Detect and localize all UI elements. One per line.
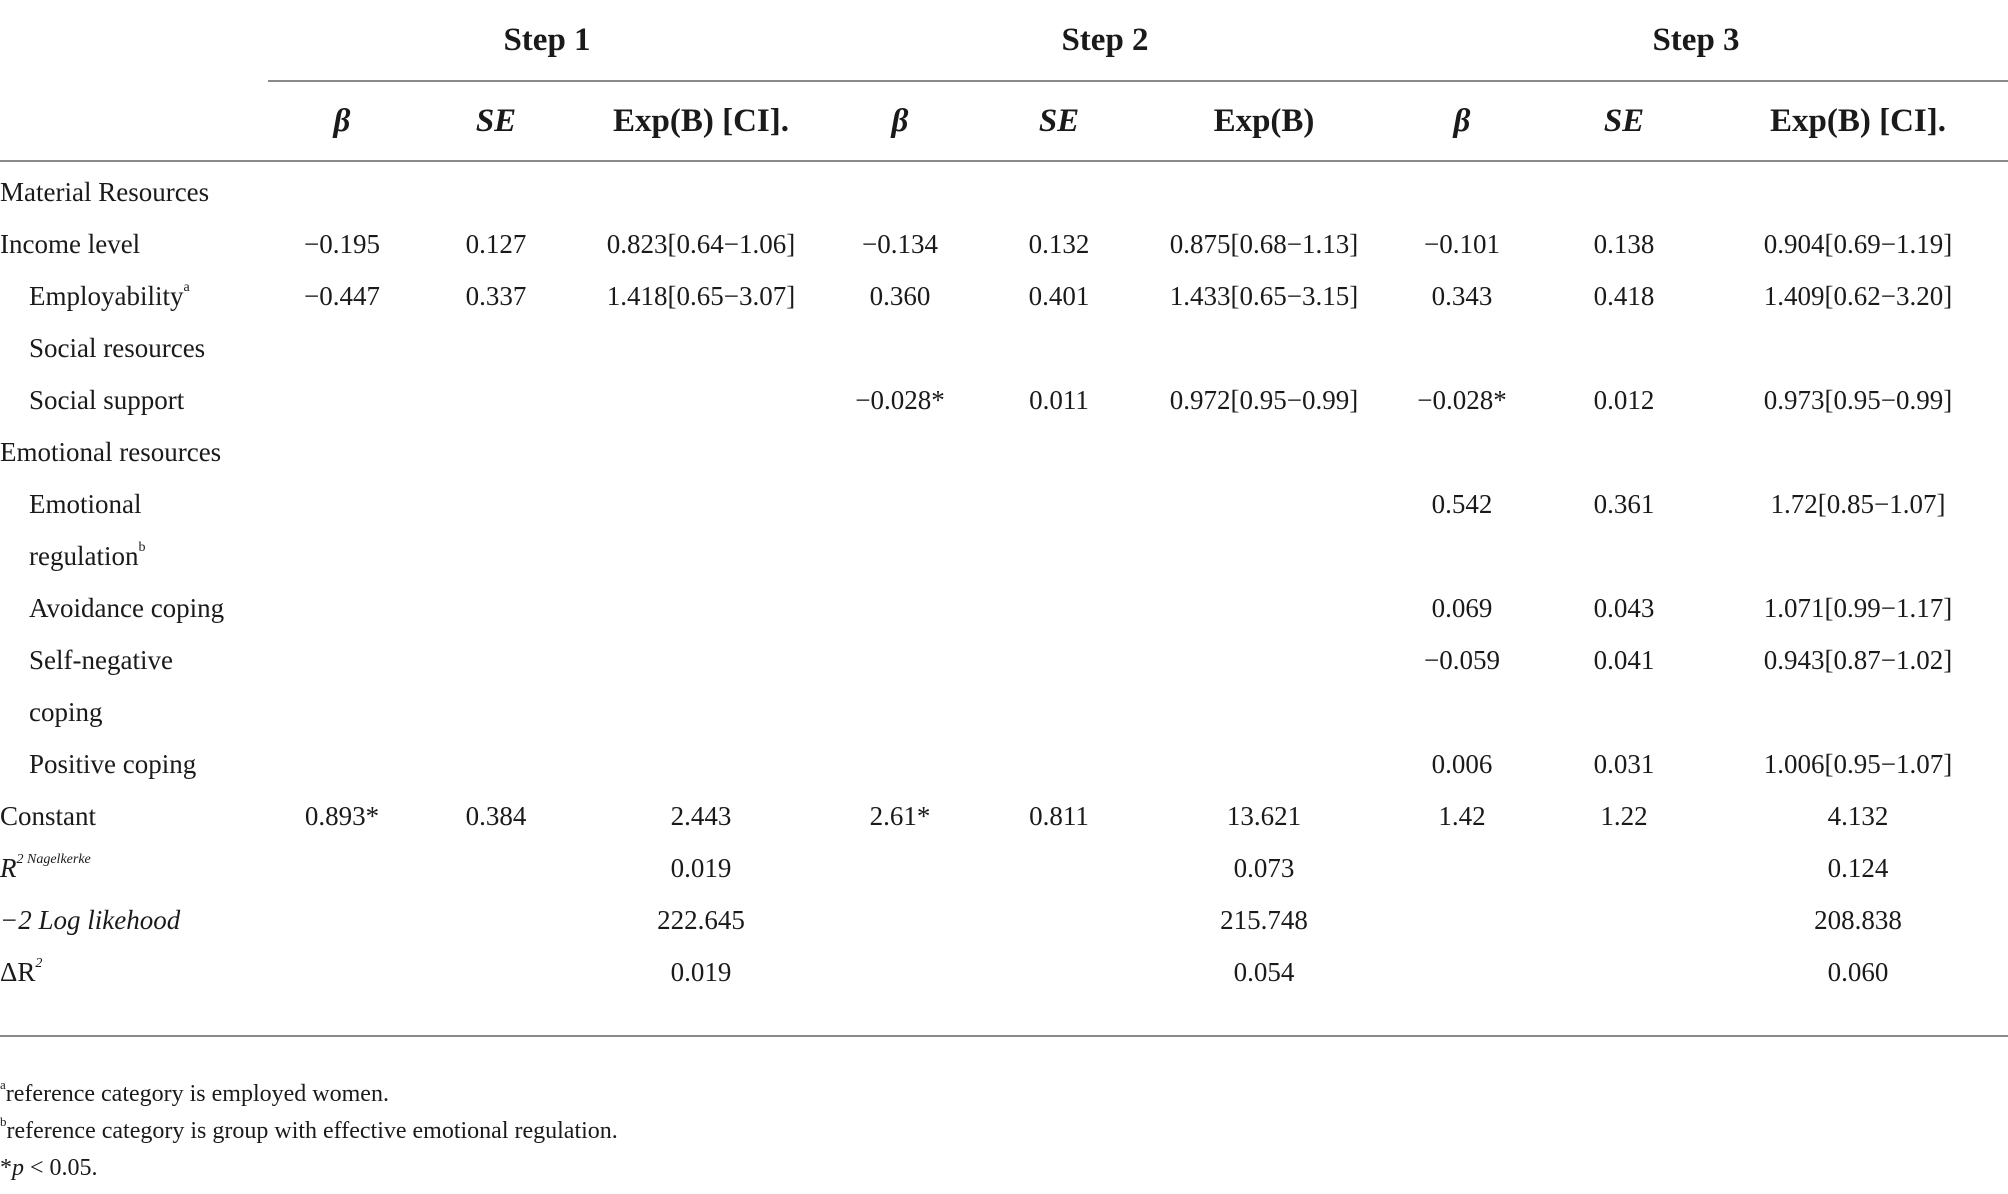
table-cell — [1384, 322, 1540, 374]
table-cell — [268, 530, 416, 582]
row-label — [0, 686, 268, 738]
table-cell: 0.875[0.68−1.13] — [1169, 228, 1359, 259]
table-cell: 0.031 — [1593, 748, 1655, 779]
table-cell — [416, 374, 576, 426]
table-cell — [576, 478, 826, 530]
table-cell — [1144, 426, 1384, 478]
row-label-text: ΔR — [0, 956, 36, 987]
table-cell — [576, 530, 826, 582]
table-cell: 0.127 — [465, 228, 527, 259]
column-header-row — [0, 81, 2008, 161]
table-cell — [826, 582, 974, 634]
table-cell — [268, 946, 416, 998]
table-cell — [1540, 946, 1708, 998]
table-cell — [1144, 322, 1384, 374]
row-label — [0, 582, 268, 634]
table-cell — [826, 530, 974, 582]
footnote-significance — [0, 1150, 618, 1187]
table-cell — [268, 374, 416, 426]
table-cell — [268, 894, 416, 946]
table-cell: 0.019 — [670, 956, 732, 987]
table-cell: 0.073 — [1233, 852, 1295, 883]
table-cell — [576, 738, 826, 790]
table-cell — [1708, 322, 2008, 374]
row-label-text: R — [0, 852, 17, 883]
column-header-blank — [0, 81, 268, 161]
table-cell: 0.418 — [1593, 280, 1655, 311]
footnote-b-text: reference category is group with effective emotional regulation. — [6, 1118, 618, 1144]
table-row — [0, 530, 2008, 582]
table-cell: 0.337 — [465, 280, 527, 311]
row-label — [0, 218, 268, 270]
table-cell: 0.011 — [1029, 384, 1089, 415]
step-header-row — [0, 0, 2008, 81]
table-cell — [974, 738, 1144, 790]
table-row — [0, 478, 2008, 530]
row-label-text: Positive coping — [29, 748, 197, 779]
table-cell — [1384, 530, 1540, 582]
table-cell: 0.542 — [1431, 488, 1493, 519]
row-label — [0, 790, 268, 842]
table-cell: 4.132 — [1827, 800, 1889, 831]
row-label-text: Employability — [29, 280, 184, 311]
row-label — [0, 478, 268, 530]
table-cell: 0.019 — [670, 852, 732, 883]
row-label-text: −2 Log likehood — [0, 904, 181, 935]
footnote-a — [0, 1076, 618, 1113]
table-cell: 1.006[0.95−1.07] — [1763, 748, 1953, 779]
table-cell: 1.433[0.65−3.15] — [1169, 280, 1359, 311]
table-cell — [1144, 582, 1384, 634]
table-cell: 0.893* — [304, 800, 380, 831]
table-cell — [826, 946, 974, 998]
table-cell — [826, 478, 974, 530]
table-cell — [416, 686, 576, 738]
table-cell: 0.138 — [1593, 228, 1655, 259]
row-label-text: Income level — [0, 228, 141, 259]
table-row — [0, 738, 2008, 790]
table-cell — [1384, 946, 1540, 998]
row-label — [0, 166, 268, 218]
table-cell: 1.071[0.99−1.17] — [1763, 592, 1953, 623]
table-cell: 0.006 — [1431, 748, 1493, 779]
table-cell — [576, 166, 826, 218]
table-row — [0, 894, 2008, 946]
table-row — [0, 634, 2008, 686]
table-cell: −0.195 — [304, 228, 380, 259]
table-cell: 1.418[0.65−3.07] — [606, 280, 796, 311]
table-cell: 0.012 — [1593, 384, 1655, 415]
footnote-a-text: reference category is employed women. — [5, 1081, 389, 1107]
table-cell — [576, 582, 826, 634]
col-beta-3: β — [1384, 81, 1540, 161]
table-cell — [268, 426, 416, 478]
table-cell — [268, 842, 416, 894]
table-cell: 0.811 — [1029, 800, 1089, 831]
table-cell — [1708, 166, 2008, 218]
row-label — [0, 894, 268, 946]
table-row — [0, 582, 2008, 634]
footnote-p: p — [12, 1155, 24, 1181]
table-cell: 1.409[0.62−3.20] — [1763, 280, 1953, 311]
row-label-text: coping — [29, 696, 103, 727]
table-cell — [826, 894, 974, 946]
table-cell — [576, 634, 826, 686]
table-cell: −0.028* — [855, 384, 945, 415]
row-label-text: Constant — [0, 800, 97, 831]
table-cell — [268, 582, 416, 634]
row-label — [0, 634, 268, 686]
table-cell: −0.447 — [304, 280, 380, 311]
table-cell: 208.838 — [1814, 904, 1902, 935]
row-label — [0, 322, 268, 374]
table-cell: 0.132 — [1028, 228, 1090, 259]
table-cell — [416, 946, 576, 998]
table-cell: 2.61* — [869, 800, 931, 831]
row-label-superscript: a — [183, 279, 190, 295]
table-cell: 0.823[0.64−1.06] — [606, 228, 796, 259]
footnote-significance-text: < 0.05. — [24, 1155, 98, 1181]
row-label — [0, 426, 268, 478]
table-cell — [974, 946, 1144, 998]
table-cell — [416, 842, 576, 894]
row-label-text: Avoidance coping — [29, 592, 225, 623]
table-cell — [268, 738, 416, 790]
table-cell — [1540, 166, 1708, 218]
header-blank — [0, 0, 268, 81]
table-row — [0, 374, 2008, 426]
table-cell: 13.621 — [1226, 800, 1302, 831]
table-row — [0, 166, 2008, 218]
col-expb-1: Exp(B) [CI]. — [576, 81, 826, 161]
table-cell — [974, 686, 1144, 738]
table-body — [0, 166, 2008, 998]
table-cell — [416, 634, 576, 686]
table-cell — [268, 686, 416, 738]
row-label — [0, 842, 268, 894]
table-cell: 0.972[0.95−0.99] — [1169, 384, 1359, 415]
table-cell — [1384, 686, 1540, 738]
table-cell — [1708, 426, 2008, 478]
table-cell — [826, 322, 974, 374]
footnote-b — [0, 1113, 618, 1150]
step-3-header: Step 3 — [1384, 0, 2008, 81]
footnotes — [0, 1076, 618, 1187]
table-cell — [1540, 894, 1708, 946]
table-cell — [1540, 842, 1708, 894]
table-cell — [1384, 166, 1540, 218]
table-row — [0, 790, 2008, 842]
table-row — [0, 426, 2008, 478]
row-label — [0, 270, 268, 322]
table-cell — [1708, 530, 2008, 582]
table-cell: 0.973[0.95−0.99] — [1763, 384, 1953, 415]
table-cell — [826, 166, 974, 218]
col-expb-2: Exp(B) — [1144, 81, 1384, 161]
col-se-2: SE — [974, 81, 1144, 161]
table-cell: 0.384 — [465, 800, 527, 831]
table-cell: 0.904[0.69−1.19] — [1763, 228, 1953, 259]
table-cell — [576, 322, 826, 374]
row-label-text: regulation — [29, 540, 139, 571]
table-cell — [1144, 738, 1384, 790]
table-cell: 0.043 — [1593, 592, 1655, 623]
table-cell: 0.361 — [1593, 488, 1655, 519]
table-cell — [1144, 530, 1384, 582]
table-cell — [268, 322, 416, 374]
table-cell — [974, 634, 1144, 686]
table-cell: −0.028* — [1417, 384, 1507, 415]
col-beta-1: β — [268, 81, 416, 161]
table-cell: 0.054 — [1233, 956, 1295, 987]
table-cell: 0.041 — [1593, 644, 1655, 675]
table-cell: 0.360 — [869, 280, 931, 311]
table-cell: 0.343 — [1431, 280, 1493, 311]
table-cell — [1540, 322, 1708, 374]
col-beta-2: β — [826, 81, 974, 161]
table-cell: 1.42 — [1438, 800, 1486, 831]
table-cell — [416, 582, 576, 634]
table-cell — [416, 166, 576, 218]
row-label-superscript: 2 Nagelkerke — [16, 851, 91, 867]
table-cell — [1144, 686, 1384, 738]
table-cell — [1540, 426, 1708, 478]
table-row — [0, 946, 2008, 998]
table-cell — [576, 426, 826, 478]
table-cell — [974, 478, 1144, 530]
table-cell — [576, 374, 826, 426]
row-label-superscript: 2 — [35, 955, 43, 971]
table-cell — [826, 426, 974, 478]
table-cell — [416, 530, 576, 582]
table-cell — [826, 842, 974, 894]
footnote-a-mark: a — [0, 1077, 6, 1092]
table-cell: 215.748 — [1220, 904, 1308, 935]
step-1-header: Step 1 — [268, 0, 826, 81]
table-cell — [974, 322, 1144, 374]
table-row — [0, 218, 2008, 270]
step-2-header: Step 2 — [826, 0, 1384, 81]
row-label-text: Material Resources — [0, 176, 210, 207]
row-label — [0, 530, 268, 582]
table-cell: 222.645 — [657, 904, 745, 935]
table-cell — [826, 738, 974, 790]
table-cell: 0.069 — [1431, 592, 1493, 623]
col-expb-3: Exp(B) [CI]. — [1708, 81, 2008, 161]
table-row — [0, 842, 2008, 894]
table-cell — [416, 426, 576, 478]
table-cell: 0.943[0.87−1.02] — [1763, 644, 1953, 675]
row-label-superscript: b — [138, 539, 146, 555]
table-cell: 1.22 — [1600, 800, 1648, 831]
row-label-text: Emotional resources — [0, 436, 222, 467]
table-cell: 2.443 — [670, 800, 732, 831]
table-row — [0, 270, 2008, 322]
table-row — [0, 686, 2008, 738]
col-se-1: SE — [416, 81, 576, 161]
table-cell — [268, 634, 416, 686]
table-cell — [1384, 894, 1540, 946]
row-label — [0, 738, 268, 790]
table-cell — [974, 166, 1144, 218]
table-cell — [1144, 634, 1384, 686]
table-cell — [826, 634, 974, 686]
table-cell — [826, 686, 974, 738]
table-cell — [268, 478, 416, 530]
table-cell — [416, 478, 576, 530]
table-cell: −0.134 — [862, 228, 938, 259]
row-label — [0, 374, 268, 426]
table-cell — [974, 530, 1144, 582]
table-cell — [1708, 686, 2008, 738]
table-cell — [1384, 426, 1540, 478]
table-cell — [1144, 166, 1384, 218]
table-cell — [974, 426, 1144, 478]
table-cell — [416, 322, 576, 374]
table-cell — [1384, 842, 1540, 894]
table-cell — [416, 738, 576, 790]
table-cell: 0.124 — [1827, 852, 1889, 883]
row-label — [0, 946, 268, 998]
table-cell: −0.101 — [1424, 228, 1500, 259]
footnote-b-mark: b — [0, 1114, 7, 1129]
row-label-text: Emotional — [29, 488, 142, 519]
table-row — [0, 322, 2008, 374]
table-cell — [974, 582, 1144, 634]
table-cell — [416, 894, 576, 946]
row-label-text: Self-negative — [29, 644, 173, 675]
table-cell — [1540, 686, 1708, 738]
table-cell — [974, 842, 1144, 894]
col-se-3: SE — [1540, 81, 1708, 161]
table-cell — [268, 166, 416, 218]
table-cell — [1540, 530, 1708, 582]
table-cell: −0.059 — [1424, 644, 1500, 675]
table-cell — [1144, 478, 1384, 530]
table-cell — [576, 686, 826, 738]
row-label-text: Social resources — [29, 332, 206, 363]
table-cell: 0.401 — [1028, 280, 1090, 311]
table-cell — [974, 894, 1144, 946]
footnote-star: * — [0, 1155, 12, 1181]
table-cell: 1.72[0.85−1.07] — [1770, 488, 1946, 519]
row-label-text: Social support — [29, 384, 185, 415]
table-cell: 0.060 — [1827, 956, 1889, 987]
